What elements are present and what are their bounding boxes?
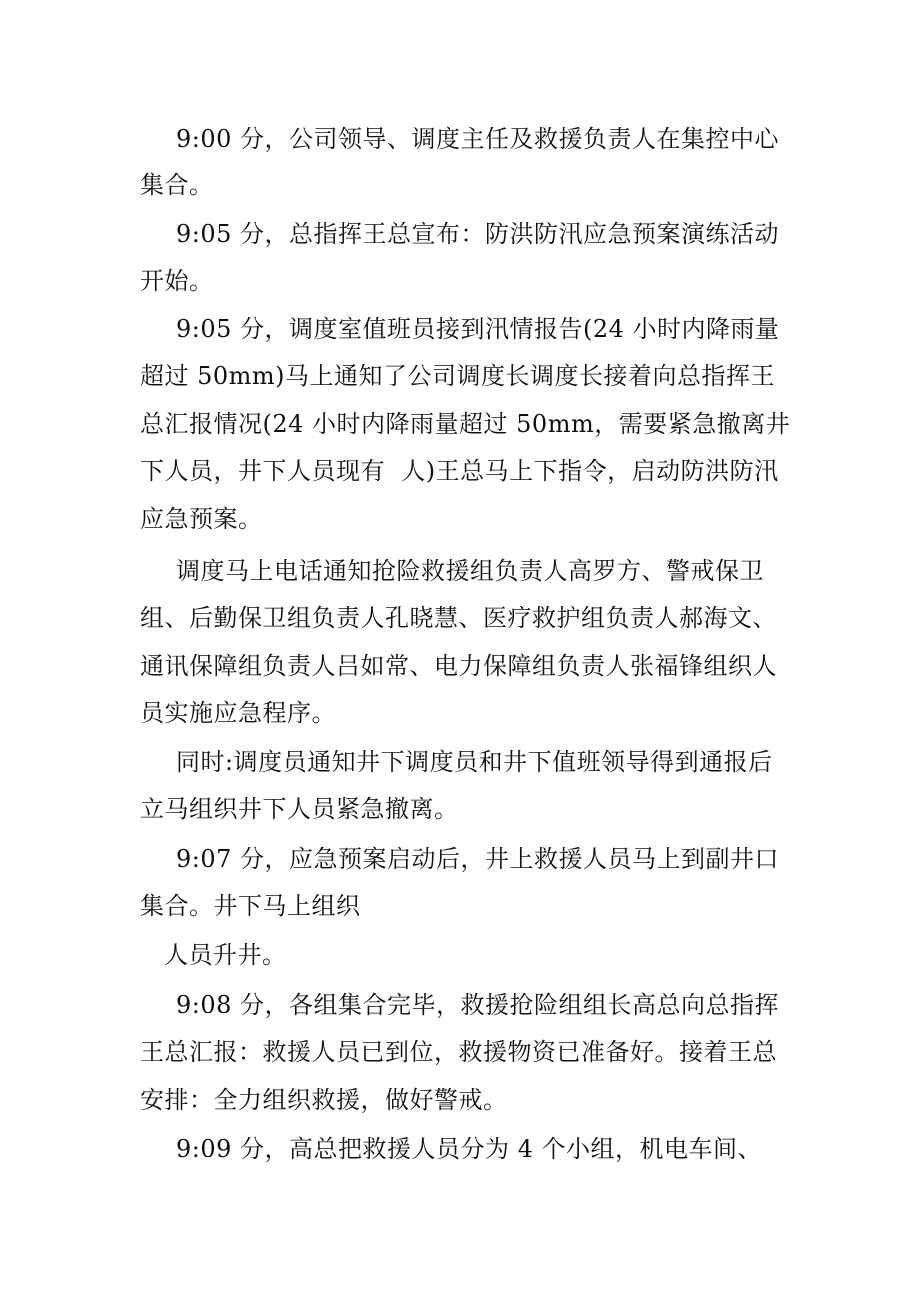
text-line: 9:00 分，公司领导、调度主任及救援负责人在集控中心 [176, 125, 780, 153]
text-line: 安排：全力组织救援，做好警戒。 [140, 1086, 508, 1114]
text-line: 9:09 分，高总把救援人员分为 4 个小组，机电车间、 [176, 1135, 763, 1163]
text-line: 人员升井。 [164, 941, 287, 969]
text-line: 集合。井下马上组织 [140, 892, 361, 920]
text-line: 9:08 分，各组集合完毕，救援抢险组组长高总向总指挥 [176, 991, 780, 1019]
text-line: 9:05 分，调度室值班员接到汛情报告(24 小时内降雨量 [176, 315, 780, 343]
text-line: 同时:调度员通知井下调度员和井下值班领导得到通报后 [176, 748, 773, 776]
text-line: 开始。 [140, 267, 214, 295]
text-line: 员实施应急程序。 [140, 699, 336, 727]
text-line: 集合。 [140, 171, 214, 199]
text-line: 9:07 分，应急预案启动后，井上救援人员马上到副井口 [176, 845, 780, 873]
text-line: 组、后勤保卫组负责人孔晓慧、医疗救护组负责人郝海文、 [140, 604, 777, 632]
text-line: 9:05 分，总指挥王总宣布：防洪防汛应急预案演练活动 [176, 220, 780, 248]
text-line: 总汇报情况(24 小时内降雨量超过 50mm，需要紧急撤离井 [140, 410, 791, 438]
text-line: 立马组织井下人员紧急撤离。 [140, 795, 459, 823]
text-line: 调度马上电话通知抢险救援组负责人高罗方、警戒保卫 [176, 557, 764, 585]
text-line: 下人员，井下人员现有 人)王总马上下指令，启动防洪防汛 [140, 457, 779, 485]
text-line: 王总汇报：救援人员已到位，救援物资已准备好。接着王总 [140, 1038, 777, 1066]
text-line: 超过 50mm)马上通知了公司调度长调度长接着向总指挥王 [140, 362, 776, 390]
text-line: 应急预案。 [140, 505, 263, 533]
text-line: 通讯保障组负责人吕如常、电力保障组负责人张福锋组织人 [140, 652, 777, 680]
